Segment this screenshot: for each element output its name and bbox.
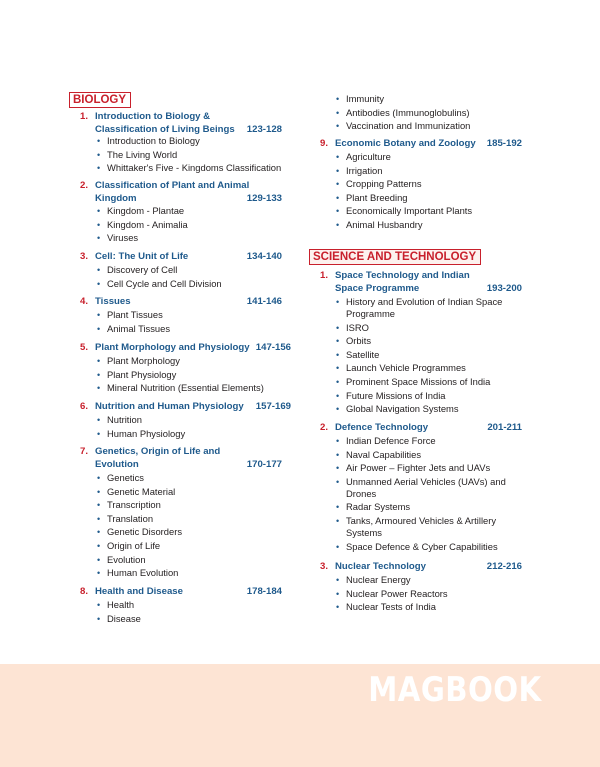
- list-item: • Genetics: [96, 472, 296, 484]
- list-item: • Kingdom - Plantae: [96, 205, 296, 217]
- list-item: • Cell Cycle and Cell Division: [96, 278, 296, 290]
- entry-items: [335, 574, 535, 615]
- list-item: • Launch Vehicle Programmes: [335, 362, 507, 374]
- entry-pages: 201-211: [487, 422, 522, 433]
- list-item: • Plant Physiology: [96, 369, 296, 381]
- entry-items: [96, 599, 296, 626]
- list-item: • Whittaker's Five - Kingdoms Classification: [96, 162, 296, 174]
- list-item: • The Living World: [96, 149, 296, 161]
- entry-pages: 147-156: [255, 342, 291, 353]
- entry-title: Defence Technology: [335, 422, 429, 433]
- list-item: • Disease: [96, 613, 296, 625]
- list-item: • ISRO: [335, 322, 507, 334]
- entry-number: 6.: [80, 401, 89, 412]
- entry-title: Health and Disease: [95, 586, 183, 597]
- entry-title: Cell: The Unit of Life: [95, 251, 189, 262]
- list-item: • Radar Systems: [335, 501, 507, 513]
- list-item: • Air Power – Fighter Jets and UAVs: [335, 462, 507, 474]
- list-item: • Translation: [96, 513, 296, 525]
- list-item: • Nuclear Power Reactors: [335, 588, 535, 600]
- list-item: • Viruses: [96, 232, 296, 244]
- list-item: • Space Defence & Cyber Capabilities: [335, 541, 507, 553]
- entry-number: 2.: [320, 422, 329, 433]
- list-item: • Transcription: [96, 499, 296, 511]
- entry-pages: 134-140: [246, 251, 282, 262]
- list-item: • History and Evolution of Indian Space Programme: [335, 296, 507, 320]
- list-item: • Economically Important Plants: [335, 205, 535, 217]
- list-item: • Origin of Life: [96, 540, 296, 552]
- entry-items: [96, 264, 296, 291]
- entry-number: 8.: [80, 586, 89, 597]
- list-item: • Future Missions of India: [335, 390, 507, 402]
- list-item: • Animal Husbandry: [335, 219, 535, 231]
- list-item: • Genetic Material: [96, 486, 296, 498]
- list-item: • Irrigation: [335, 165, 535, 177]
- list-item: • Kingdom - Animalia: [96, 219, 296, 231]
- entry-title: Introduction to Biology & Classification of Living Beings: [95, 111, 235, 135]
- list-item: • Global Navigation Systems: [335, 403, 507, 415]
- list-item: • Naval Capabilities: [335, 449, 507, 461]
- entry-title: Nutrition and Human Physiology: [95, 401, 244, 412]
- entry-number: 3.: [80, 251, 89, 262]
- entry-pages: 178-184: [246, 586, 282, 597]
- entry-pages: 212-216: [486, 561, 522, 572]
- entry-number: 5.: [80, 342, 89, 353]
- list-item: • Plant Breeding: [335, 192, 535, 204]
- entry-number: 1.: [320, 270, 329, 281]
- entry-number: 7.: [80, 446, 89, 457]
- footer-band: [0, 664, 600, 767]
- list-item: • Orbits: [335, 335, 507, 347]
- entry-title: Economic Botany and Zoology: [335, 138, 476, 149]
- list-item: • Mineral Nutrition (Essential Elements): [96, 382, 296, 394]
- list-item: • Nuclear Tests of India: [335, 601, 535, 613]
- list-item: • Human Physiology: [96, 428, 296, 440]
- list-item: • Antibodies (Immunoglobulins): [335, 107, 535, 119]
- list-item: • Discovery of Cell: [96, 264, 296, 276]
- entry-pages: 170-177: [246, 458, 282, 470]
- entry-pages: 193-200: [486, 282, 522, 294]
- entry-number: 9.: [320, 138, 329, 149]
- list-item: • Tanks, Armoured Vehicles & Artillery Systems: [335, 515, 507, 539]
- list-item: • Nutrition: [96, 414, 296, 426]
- entry-title: Nuclear Technology: [335, 561, 426, 572]
- list-item: • Cropping Patterns: [335, 178, 535, 190]
- list-item: • Unmanned Aerial Vehicles (UAVs) and Drones: [335, 476, 507, 500]
- entry-items: [335, 296, 507, 417]
- list-item: • Plant Tissues: [96, 309, 296, 321]
- list-item: • Human Evolution: [96, 567, 296, 579]
- list-item: • Genetic Disorders: [96, 526, 296, 538]
- entry-pages: 123-128: [246, 123, 282, 135]
- entry-title: Genetics, Origin of Life and Evolution: [95, 446, 221, 470]
- entry-items: [96, 414, 296, 441]
- list-item: • Agriculture: [335, 151, 535, 163]
- section-title-biology: BIOLOGY: [69, 92, 131, 108]
- brand-logo: MAGBOOK: [368, 670, 542, 710]
- entry-pages: 185-192: [486, 138, 522, 149]
- list-item: • Satellite: [335, 349, 507, 361]
- entry-items: [96, 309, 296, 336]
- list-item: • Introduction to Biology: [96, 135, 296, 147]
- list-item: • Plant Morphology: [96, 355, 296, 367]
- entry-title: Plant Morphology and Physiology: [95, 342, 250, 353]
- list-item: • Nuclear Energy: [335, 574, 535, 586]
- list-item: • Animal Tissues: [96, 323, 296, 335]
- list-item: • Health: [96, 599, 296, 611]
- entry-number: 4.: [80, 296, 89, 307]
- entry-title: Classification of Plant and Animal Kingdom: [95, 180, 250, 204]
- list-item: • Evolution: [96, 554, 296, 566]
- entry-number: 2.: [80, 180, 89, 191]
- section-title-science: SCIENCE AND TECHNOLOGY: [309, 249, 481, 265]
- entry-number: 1.: [80, 111, 89, 122]
- entry-items: [335, 435, 507, 554]
- entry-items: [96, 205, 296, 246]
- entry-title: Space Technology and Indian Space Programme: [335, 270, 470, 294]
- list-item: • Immunity: [335, 93, 535, 105]
- list-item: • Prominent Space Missions of India: [335, 376, 507, 388]
- continued-items: [335, 93, 535, 134]
- entry-pages: 129-133: [246, 192, 282, 204]
- entry-items: [96, 472, 296, 581]
- list-item: • Vaccination and Immunization: [335, 120, 535, 132]
- entry-pages: 157-169: [255, 401, 291, 412]
- entry-title: Tissues: [95, 296, 131, 307]
- list-item: • Indian Defence Force: [335, 435, 507, 447]
- entry-items: [96, 355, 296, 396]
- entry-number: 3.: [320, 561, 329, 572]
- entry-items: [96, 135, 296, 176]
- entry-items: [335, 151, 535, 233]
- entry-pages: 141-146: [246, 296, 282, 307]
